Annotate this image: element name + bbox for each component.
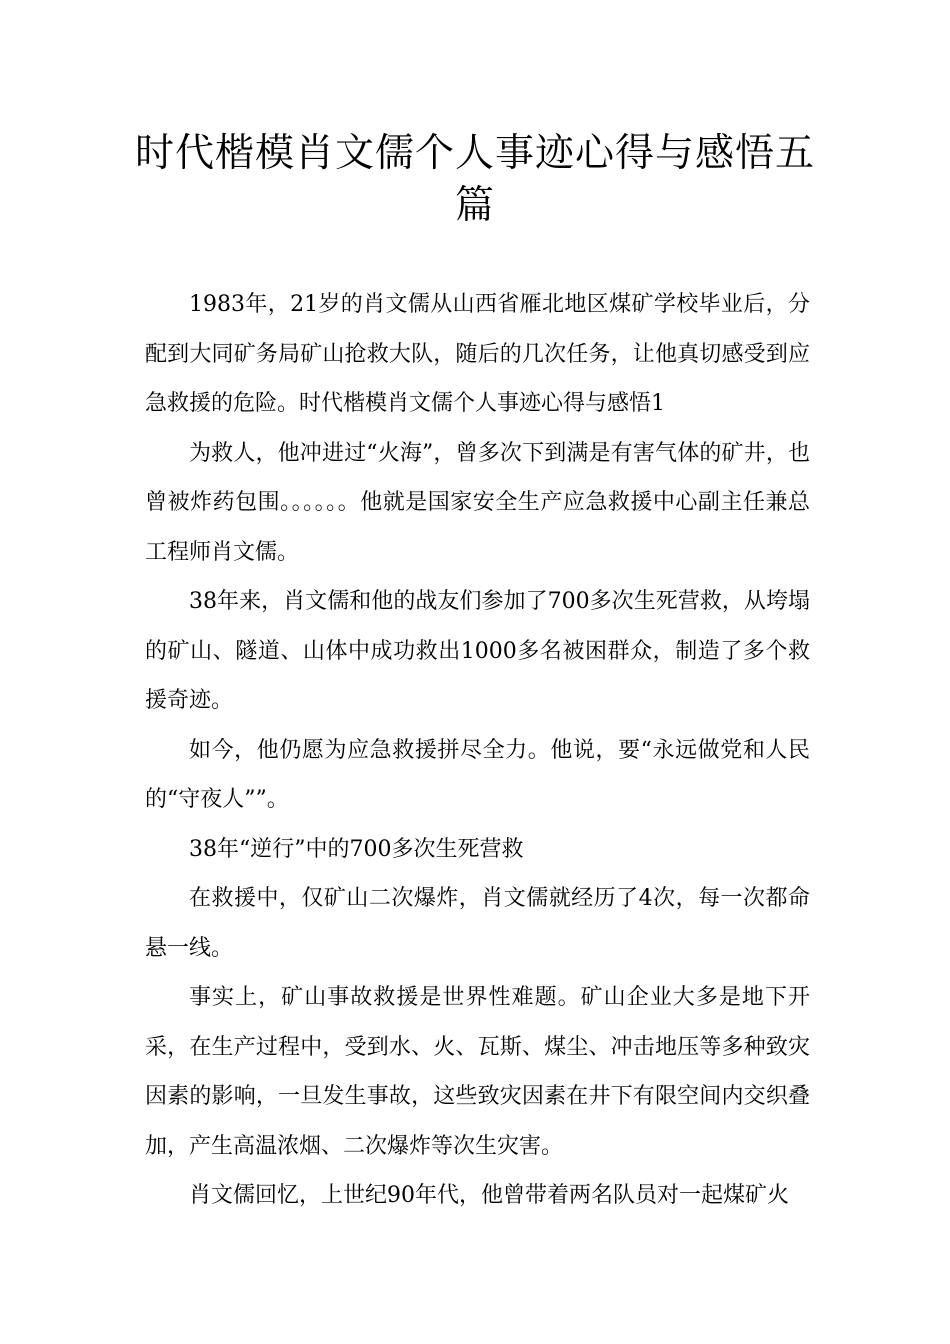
paragraph: 事实上，矿山事故救援是世界性难题。矿山企业大多是地下开采，在生产过程中，受到水、火、瓦斯、煤尘、冲击地压等多种致灾因素的影响，一旦发生事故，这些致灾因素在井下有限空间内交织叠加，产生高温浓烟、二次爆炸等次生灾害。 xyxy=(145,985,810,1159)
document-title: 时代楷模肖文儒个人事迹心得与感悟五篇 xyxy=(134,131,815,228)
document-body xyxy=(145,280,810,1221)
paragraph: 38年来，肖文儒和他的战友们参加了700多次生死营救，从垮塌的矿山、隧道、山体中成功救出1000多名被困群众，制造了多个救援奇迹。 xyxy=(145,589,810,713)
paragraph: 1983年，21岁的肖文儒从山西省雁北地区煤矿学校毕业后，分配到大同矿务局矿山抢救大队，随后的几次任务，让他真切感受到应急救援的危险。时代楷模肖文儒个人事迹心得与感悟1 xyxy=(145,292,810,416)
section-heading: 38年“逆行”中的700多次生死营救 xyxy=(189,836,524,862)
paragraph: 如今，他仍愿为应急救援拼尽全力。他说，要“永远做党和人民的“守夜人””。 xyxy=(145,737,810,812)
paragraph: 为救人，他冲进过“火海”，曾多次下到满是有害气体的矿井，也曾被炸药包围。。。。。。他就是国家安全生产应急救援中心副主任兼总工程师肖文儒。 xyxy=(145,440,810,565)
paragraph: 在救援中，仅矿山二次爆炸，肖文儒就经历了4次，每一次都命悬一线。 xyxy=(145,886,810,961)
paragraph: 肖文儒回忆，上世纪90年代，他曾带着两名队员对一起煤矿火 xyxy=(189,1183,789,1208)
